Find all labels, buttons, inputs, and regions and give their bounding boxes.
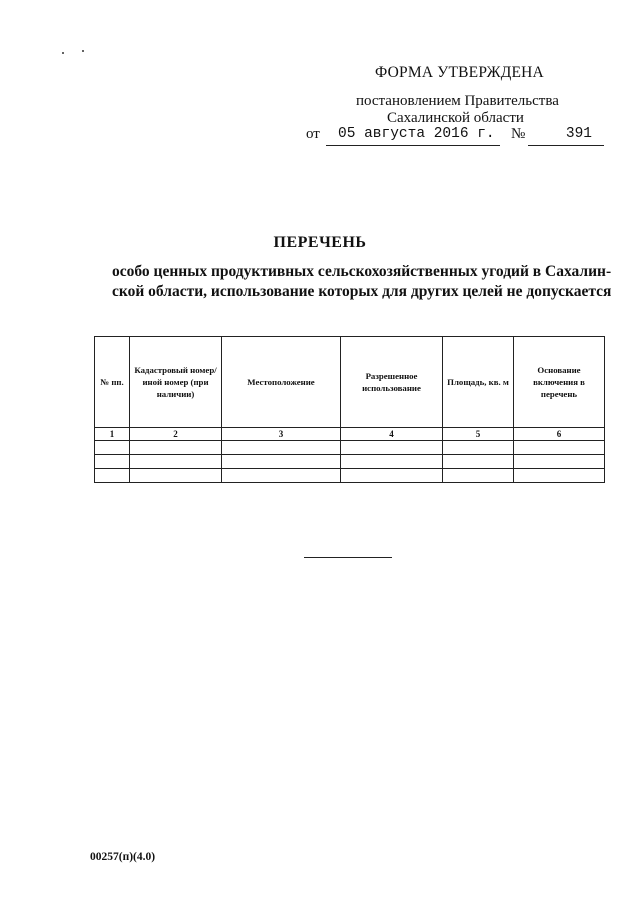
number-label: № — [511, 126, 526, 142]
column-number: 2 — [130, 428, 222, 441]
empty-cell — [514, 455, 605, 469]
empty-cell — [222, 469, 341, 483]
empty-cell — [443, 469, 514, 483]
empty-cell — [130, 441, 222, 455]
subtitle-line-1: особо ценных продуктивных сельскохозяйственных угодий в Сахалин- — [112, 263, 612, 280]
empty-cell — [130, 469, 222, 483]
empty-cell — [95, 469, 130, 483]
empty-cell — [130, 455, 222, 469]
date-prefix: от — [306, 126, 320, 142]
document-subtitle — [112, 262, 612, 302]
subtitle-line-2: ской области, использование которых для других целей не допускается — [112, 283, 612, 300]
empty-cell — [222, 441, 341, 455]
empty-cell — [514, 469, 605, 483]
approval-line-1: постановлением Правительства — [356, 93, 559, 109]
empty-cell — [222, 455, 341, 469]
column-number: 4 — [341, 428, 443, 441]
approval-line-2: Сахалинской области — [387, 110, 524, 126]
column-number: 5 — [443, 428, 514, 441]
empty-cell — [443, 441, 514, 455]
closing-line — [304, 557, 392, 558]
column-number: 1 — [95, 428, 130, 441]
empty-cell — [95, 441, 130, 455]
header-location: Местоположение — [222, 337, 341, 428]
column-number: 6 — [514, 428, 605, 441]
approval-title: ФОРМА УТВЕРЖДЕНА — [375, 64, 544, 81]
header-basis: Основание включения в перечень — [514, 337, 605, 428]
approval-date-row — [306, 126, 606, 148]
scan-speck — [62, 52, 64, 54]
scan-speck — [82, 50, 84, 52]
table-row — [95, 469, 605, 483]
header-area: Площадь, кв. м — [443, 337, 514, 428]
table-header-row — [95, 337, 605, 428]
empty-cell — [341, 441, 443, 455]
empty-cell — [341, 455, 443, 469]
table-row — [95, 455, 605, 469]
empty-cell — [514, 441, 605, 455]
lands-table — [94, 336, 605, 483]
empty-cell — [95, 455, 130, 469]
approval-number-field: 391 — [528, 126, 604, 146]
empty-cell — [443, 455, 514, 469]
approval-date-field: 05 августа 2016 г. — [326, 126, 500, 146]
form-code: 00257(п)(4.0) — [90, 851, 156, 863]
table-row — [95, 441, 605, 455]
header-permitted-use: Разрешенное использование — [341, 337, 443, 428]
header-cadastral-number: Кадастровый номер/иной номер (при наличии) — [130, 337, 222, 428]
column-number-row — [95, 428, 605, 441]
document-title: ПЕРЕЧЕНЬ — [273, 234, 367, 251]
header-number: № пп. — [95, 337, 130, 428]
empty-cell — [341, 469, 443, 483]
column-number: 3 — [222, 428, 341, 441]
